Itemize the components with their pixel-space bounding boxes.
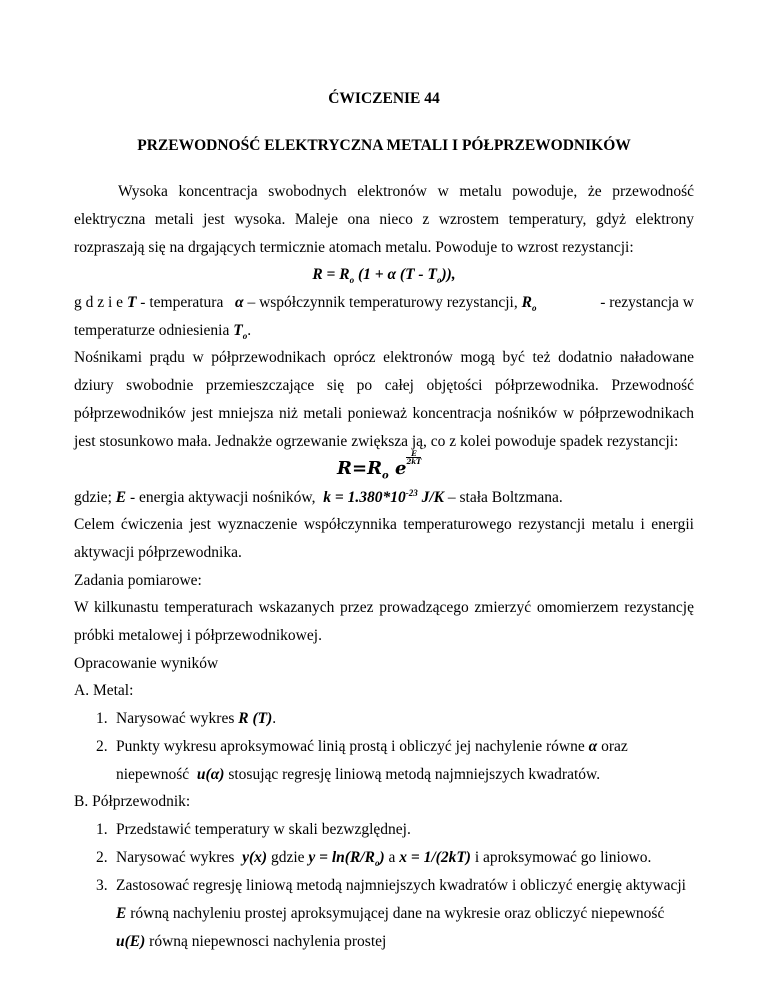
results-heading: Opracowanie wyników xyxy=(74,655,219,672)
section-a-item-2-num: 2. xyxy=(96,738,108,755)
semi-line-4: jest stosunkowo mała. Jednakże ogrzewanie zwiększa ją, co z kolei powoduje spadek rezystancji: xyxy=(74,433,679,450)
section-b-item-3-line-3: u(E) równą niepewnosci nachylenia prostej xyxy=(116,933,387,950)
section-a-item-1-num: 1. xyxy=(96,710,108,727)
section-b-item-1: Przedstawić temperatury w skali bezwzględnej. xyxy=(116,821,411,838)
tasks-line-2: próbki metalowej i półprzewodnikowej. xyxy=(74,627,322,644)
section-b-item-3-num: 3. xyxy=(96,877,108,894)
semi-line-3: półprzewodników jest mniejsza niż metali ponieważ koncentracja nośników w półprzewodnikach xyxy=(74,405,694,422)
section-b-item-2-num: 2. xyxy=(96,849,108,866)
where-metal-line-2: temperaturze odniesienia $T_o$. xyxy=(74,322,252,342)
tasks-heading: Zadania pomiarowe: xyxy=(74,572,202,589)
semi-line-1: Nośnikami prądu w półprzewodnikach oprócz elektronów mogą być też dodatnio naładowane xyxy=(74,349,694,366)
section-b-heading: B. Półprzewodnik: xyxy=(74,793,191,810)
section-a-heading: A. Metal: xyxy=(74,682,134,699)
page-subtitle: PRZEWODNOŚĆ ELEKTRYCZNA METALI I PÓŁPRZEWODNIKÓW xyxy=(137,137,631,154)
intro-line-1: Wysoka koncentracja swobodnych elektronów w metalu powoduje, że przewodność xyxy=(118,183,694,200)
section-a-item-1: Narysować wykres R (T). xyxy=(116,710,277,727)
section-b-item-2: Narysować wykres y(x) gdzie $y = \ln(R/R_o)$ a x = 1/(2kT) i aproksymować go liniowo. xyxy=(116,849,652,869)
goal-line-1: Celem ćwiczenia jest wyznaczenie współczynnika temperaturowego rezystancji metalu i energii xyxy=(74,516,694,533)
intro-line-2: elektryczna metali jest wysoka. Maleje ona nieco z wzrostem temperatury, gdyż elektrony xyxy=(74,211,694,228)
section-a-item-2-line-2: niepewność u(α) stosując regresję liniową metodą najmniejszych kwadratów. xyxy=(116,766,601,783)
semi-line-2: dziury swobodnie przemieszczające się po całej objętości półprzewodnika. Przewodność xyxy=(74,377,694,394)
section-a-item-2-line-1: Punkty wykresu aproksymować linią prostą i obliczyć jej nachylenie równe α oraz xyxy=(116,738,628,755)
page-title: ĆWICZENIE 44 xyxy=(328,90,440,107)
formula-semiconductor: $R=R_o$ e $\frac{E}{2kT}$ xyxy=(337,449,422,482)
section-b-item-1-num: 1. xyxy=(96,821,108,838)
tasks-line-1: W kilkunastu temperaturach wskazanych przez prowadzącego zmierzyć omomierzem rezystancję xyxy=(74,599,694,616)
exponent-fraction: $\frac{E}{2kT}$ xyxy=(406,449,422,466)
goal-line-2: aktywacji półprzewodnika. xyxy=(74,544,242,561)
intro-line-3: rozpraszają się na drgających termicznie atomach metalu. Powoduje to wzrost rezystancji: xyxy=(74,239,634,256)
formula-metal: $R = R_o$ (1 + α $(T - T_o)$), xyxy=(312,266,456,286)
where-semi: gdzie; E - energia aktywacji nośników, $k = 1.380*10^{-23}$ J/K – stała Boltzmana. xyxy=(74,488,563,507)
section-b-item-3-line-1: Zastosować regresję liniową metodą najmniejszych kwadratów i obliczyć energię aktywacji xyxy=(116,877,686,894)
where-metal-line-1: g d z i e T - temperatura α – współczynnik temperaturowy rezystancji, $R_o$ - rezystancja w xyxy=(74,294,694,314)
section-b-item-3-line-2: E równą nachyleniu prostej aproksymującej dane na wykresie oraz obliczyć niepewność xyxy=(116,905,665,922)
